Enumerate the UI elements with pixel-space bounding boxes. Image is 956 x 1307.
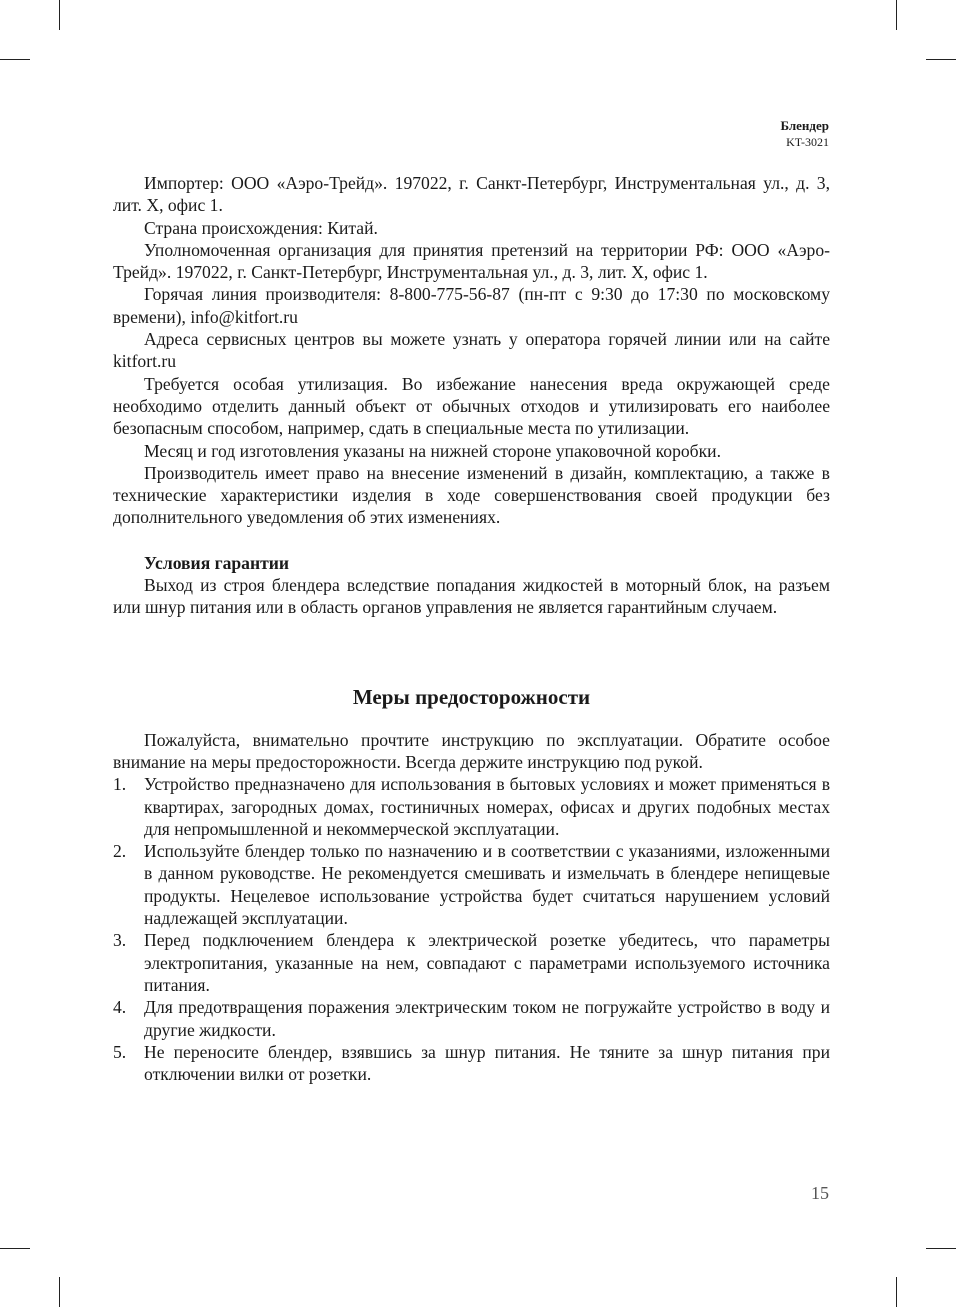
crop-mark-top-left-h (0, 59, 30, 60)
precautions-list (113, 773, 830, 1085)
list-item-text: Устройство предназначено для использования в бытовых условиях и может применяться в квартирах, загородных домах, гостиничных номерах, офисах и других подобных местах для непромышленной и некоммерческой эксплуатации. (144, 774, 830, 839)
precautions-title: Меры предосторожности (352, 684, 591, 709)
page-content (113, 172, 830, 1085)
origin-paragraph: Страна происхождения: Китай. (144, 217, 378, 238)
manufacture-date-paragraph: Месяц и год изготовления указаны на нижней стороне упаковочной коробки. (144, 440, 721, 461)
crop-mark-top-left (59, 0, 60, 30)
precautions-intro: Пожалуйста, внимательно прочтите инструкцию по эксплуатации. Обратите особое внимание на меры предосторожности. Всегда держите инструкцию под рукой. (113, 729, 830, 772)
list-item-text: Для предотвращения поражения электрическим током не погружайте устройство в воду и другие жидкости. (144, 997, 830, 1040)
list-item-text: Перед подключением блендера к электрической розетке убедитесь, что параметры электропитания, указанные на нем, совпадают с параметрами используемого источника питания. (144, 930, 830, 995)
page-number: 15 (811, 1183, 829, 1203)
list-item-number: 3. (113, 930, 127, 951)
crop-mark-top-right-h (926, 59, 956, 60)
list-item (113, 929, 830, 996)
list-item-number: 1. (113, 774, 127, 795)
list-item-text: Не переносите блендер, взявшись за шнур питания. Не тяните за шнур питания при отключении вилки от розетки. (144, 1041, 830, 1085)
list-item-number: 2. (113, 841, 127, 862)
authorized-org-paragraph: Уполномоченная организация для принятия претензий на территории РФ: ООО «Аэро-Трейд». 197022, г. Санкт-Петербург, Инструментальная ул., д. 3, лит. Х, офис 1. (113, 239, 830, 283)
crop-mark-bottom-right (896, 1277, 897, 1307)
running-header (780, 118, 829, 150)
warranty-heading: Условия гарантии (144, 552, 290, 573)
header-model-number: KT-3021 (786, 135, 829, 149)
service-centers-paragraph: Адреса сервисных центров вы можете узнать у оператора горячей линии или на сайте kitfort.ru (113, 329, 830, 372)
crop-mark-bottom-left-h (0, 1248, 30, 1249)
importer-paragraph: Импортер: ООО «Аэро-Трейд». 197022, г. Санкт-Петербург, Инструментальная ул., д. 3, лит. Х, офис 1. (113, 173, 830, 216)
crop-mark-top-right (896, 0, 897, 30)
list-item (113, 773, 830, 840)
list-item (113, 840, 830, 929)
list-item-text: Используйте блендер только по назначению и в соответствии с указаниями, изложенными в данном руководстве. Не рекомендуется смешивать и измельчать в блендере непищевые продукты. Нецелевое использование устройства будет считаться нарушением условий надлежащей эксплуатации. (144, 841, 830, 929)
hotline-paragraph: Горячая линия производителя: 8-800-775-56-87 (пн-пт с 9:30 до 17:30 по московскому времени), info@kitfort.ru (113, 284, 830, 327)
warranty-paragraph: Выход из строя блендера вследствие попадания жидкостей в моторный блок, на разъем или шнур питания или в область органов управления не является гарантийным случаем. (113, 575, 830, 618)
disposal-paragraph: Требуется особая утилизация. Во избежание нанесения вреда окружающей среде необходимо отделить данный объект от обычных отходов и утилизировать его наиболее безопасным способом, например, сдать в специальные места по утилизации. (113, 373, 830, 439)
crop-mark-bottom-left (59, 1277, 60, 1307)
list-item-number: 4. (113, 997, 127, 1018)
list-item (113, 996, 830, 1041)
list-item-number: 5. (113, 1041, 127, 1062)
changes-paragraph: Производитель имеет право на внесение изменений в дизайн, комплектацию, а также в технические характеристики изделия в ходе совершенствования своей продукции без дополнительного уведомления об этих изменениях. (113, 462, 830, 528)
list-item (113, 1041, 830, 1086)
crop-mark-bottom-right-h (926, 1248, 956, 1249)
header-product-title: Блендер (780, 118, 829, 133)
